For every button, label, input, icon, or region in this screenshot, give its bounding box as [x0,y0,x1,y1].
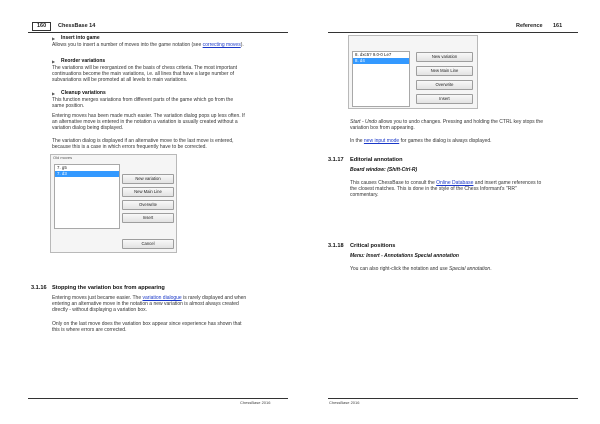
right-page-title: Reference [516,23,543,29]
text-run: is rarely displayed and when [181,295,247,301]
menu-path-label: Menu: Insert - Annotations Special annotation [350,253,459,259]
text-run: This causes ChessBase to consult the [350,180,437,186]
undo-paragraph [350,119,578,131]
link-correcting-moves[interactable]: correcting moves [202,42,241,48]
shortcut-label: Board window: (Shift-Ctrl-R) [350,167,418,173]
new-main-line-button[interactable]: New Main Line [416,66,473,76]
text-run: Entering moves just became easier. The [52,295,143,301]
list-item[interactable]: 7. g5 [57,165,67,170]
text-line: the closest matches. This is done in the style of the Chess Informant's "RR" [350,186,517,193]
text-run: In the [350,138,364,144]
text-line: commentary. [350,192,379,199]
right-page-number: 161 [553,23,563,29]
section-title-3118: Critical positions [350,243,396,249]
section-number-3118: 3.1.18 [328,243,344,249]
bullet-text-cleanup [52,97,282,109]
text-run: and insert game references to [473,180,542,186]
right-header-rule [328,32,578,33]
list-item-selected[interactable]: 8. d4 [353,58,409,64]
section-3117-paragraph [350,180,578,199]
text-line: entering an alternative move in the notation a new variation is almost always created [52,301,239,308]
section-3116-paragraph-2 [52,321,284,333]
text-run: ). [240,42,244,48]
cancel-button[interactable]: Cancel [122,239,174,249]
text-run: allows you to undo changes. Pressing and holding the CTRL key stops the [376,119,543,125]
bullet-marker-icon: ▶ [52,91,56,96]
text-line: The variations will be reorganized on the basis of chess criteria. The most important [52,65,237,71]
text-line: same position. [52,103,85,110]
text-line: directly - without displaying a variation box. [52,307,148,314]
menu-path: Start - Undo [350,119,377,125]
input-mode-paragraph [350,138,578,144]
bullet-text-insert [52,42,282,48]
section-title-3117: Editorial annotation [350,157,403,163]
paragraph-alternative-move [52,138,282,150]
bullet-title-insert: Insert into game [61,35,100,41]
text-run: . [490,266,492,272]
overwrite-button[interactable]: Overwrite [416,80,473,90]
insert-button[interactable]: Insert [122,213,174,223]
text-line: variation box from appearing. [350,125,415,132]
section-number-3117: 3.1.17 [328,157,344,163]
text-line: The variation dialog is displayed if an alternative move to the last move is entered, [52,138,234,144]
variation-dialog-right [348,35,478,109]
text-run: Allows you to insert a number of moves into the game notation (see [52,42,203,48]
move-list[interactable] [54,164,120,229]
bullet-title-reorder: Reorder variations [61,58,106,64]
text-line: because this is a case in which errors frequently have to be corrected. [52,144,207,151]
link-online-database[interactable]: Online Database [436,180,474,186]
move-list[interactable] [352,51,410,107]
list-item-selected[interactable]: 7. d3 [55,171,119,177]
text-line: Only on the last move does the variation box appear since experience has shown that [52,321,242,327]
text-line: continuations become the main variations, i.e. all lines that have a large number of [52,71,235,78]
bullet-title-cleanup: Cleanup variations [61,90,106,96]
section-3116-paragraph-1 [52,295,284,314]
left-header-rule [28,32,288,33]
text-line: This function merges variations from different parts of the game which go from the [52,97,234,103]
variation-dialog [50,154,177,253]
text-line: subvariations will be promoted at all levels to main variations. [52,77,188,84]
text-line: this is where errors are corrected. [52,327,127,334]
list-item[interactable]: 8. dxc5? 9.0-0 Le7 [355,52,392,57]
new-main-line-button[interactable]: New Main Line [122,187,174,197]
left-footer: ChessBase 2016 [240,400,271,405]
section-3118-paragraph [350,266,578,272]
left-footer-rule [28,398,288,399]
section-number-3116: 3.1.16 [31,285,47,291]
left-page-number: 160 [32,22,51,31]
new-variation-button[interactable]: New variation [122,174,174,184]
paragraph-variation-dialog [52,113,282,132]
text-line: Entering moves has been made much easier. The variation dialog pops up less often. If [52,113,245,119]
left-page-title: ChessBase 14 [58,23,96,29]
link-variation-dialogue[interactable]: variation dialogue [142,295,182,301]
text-run: You can also right-click the notation and use [350,266,450,272]
new-variation-button[interactable]: New variation [416,52,473,62]
bullet-marker-icon: ▶ [52,36,56,41]
link-new-input-mode[interactable]: new input mode [363,138,400,144]
insert-button[interactable]: Insert [416,94,473,104]
text-line: an alternative move is entered in the notation a variation is usually created without a [52,119,238,126]
text-run-italic: Special annotation [449,266,491,272]
bullet-marker-icon: ▶ [52,59,56,64]
right-footer-rule [328,398,578,399]
dialog-title: Old moves [53,155,73,160]
text-run: for games the dialog is always displayed. [399,138,492,144]
section-title-3116: Stopping the variation box from appearing [52,285,165,291]
right-footer: ChessBase 2016 [329,400,360,405]
text-line: variation dialog being displayed. [52,125,124,132]
bullet-text-reorder [52,65,282,84]
overwrite-button[interactable]: Overwrite [122,200,174,210]
